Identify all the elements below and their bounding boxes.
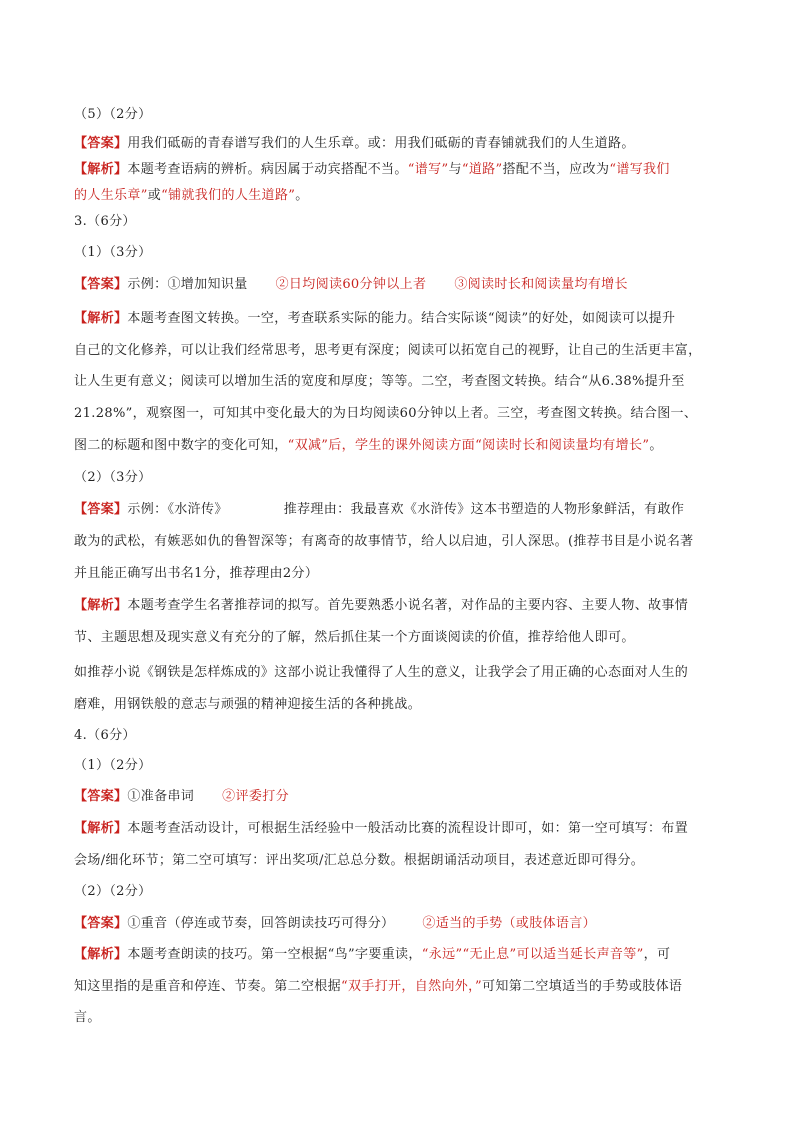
q3-analysis2-line-2: 节、主题思想及现实意义有充分的了解，然后抓住某一个方面谈阅读的价值，推荐给他人即可。 — [74, 630, 635, 645]
analysis-text: 搭配不当，应改为 — [502, 162, 610, 177]
answer-highlight: ②评委打分 — [222, 789, 289, 804]
analysis-tag: 【解析】 — [74, 162, 128, 177]
q3-analysis1-line-2: 自己的文化修养，可以让我们经常思考，思考更有深度；阅读可以拓宽自己的视野，让自己的生活更丰富， — [74, 343, 702, 358]
answer-highlight: ②日均阅读60分钟以上者 — [275, 277, 427, 292]
q3-answer2-line-3: 并且能正确写出书名1分，推荐理由2分） — [74, 566, 319, 581]
answer-highlight: ②适当的手势（或肢体语言） — [422, 916, 596, 931]
q4-analysis2-line-1 — [74, 946, 724, 963]
analysis-text: ，可 — [643, 947, 671, 962]
answer-text: ①重音（停连或节奏，回答朗读技巧可得分） — [127, 916, 395, 931]
analysis-text: 知这里指的是重音和停连、节奏。第二空根据 — [74, 979, 342, 994]
highlight-text: “谱写我们 — [609, 162, 670, 177]
highlight-text: “谱写” — [407, 162, 449, 177]
analysis-text: 本题考查朗读的技巧。第一空根据“鸟”字要重读， — [127, 947, 422, 962]
analysis-text: 本题考查学生名著推荐词的拟写。首先要熟悉小说名著，对作品的主要内容、主要人物、故事情 — [127, 598, 689, 613]
answer-text: ①准备串词 — [127, 789, 195, 804]
answer-tag: 【答案】 — [74, 916, 128, 931]
highlight-text: “道路” — [461, 162, 503, 177]
answer-text: 推荐理由：我最喜欢《水浒传》这本书塑造的人物形象鲜活，有敢作 — [283, 502, 685, 517]
q4-answer2-line — [74, 915, 724, 932]
q2-analysis-line-2 — [74, 187, 724, 204]
analysis-text: 。 — [295, 188, 309, 203]
q4-answer1-line — [74, 788, 724, 805]
q3-answer2-line-1 — [74, 501, 724, 518]
analysis-tag: 【解析】 — [74, 821, 128, 836]
analysis-text: 可知第二空填适当的手势或肢体语 — [482, 979, 683, 994]
q4-sub1-heading: （1）（2分） — [74, 758, 152, 773]
analysis-text: 图二的标题和图中数字的变化可知， — [74, 438, 288, 453]
q3-answer2-line-2: 敢为的武松，有嫉恶如仇的鲁智深等；有离奇的故事情节，给人以启迪，引人深思。(推荐书目是小说名著 — [74, 534, 694, 549]
q4-analysis2-line-3: 言。 — [74, 1010, 101, 1025]
analysis-text: 本题考查活动设计，可根据生活经验中一般活动比赛的流程设计即可，如：第一空可填写：布置 — [127, 821, 689, 836]
q3-heading: 3.（6分） — [74, 214, 136, 229]
highlight-text: “铺就我们的人生道路” — [161, 188, 296, 203]
analysis-tag: 【解析】 — [74, 598, 128, 613]
q4-sub2-heading: （2）（2分） — [74, 884, 152, 899]
answer-tag: 【答案】 — [74, 502, 128, 517]
answer-tag: 【答案】 — [74, 789, 128, 804]
answer-highlight: ③阅读时长和阅读量均有增长 — [454, 277, 628, 292]
analysis-text: 本题考查语病的辨析。病因属于动宾搭配不当。 — [127, 162, 408, 177]
analysis-tag: 【解析】 — [74, 311, 128, 326]
answer-text: 用我们砥砺的青春谱写我们的人生乐章。或：用我们砥砺的青春铺就我们的人生道路。 — [127, 136, 635, 151]
q2-analysis-line-1 — [74, 161, 724, 178]
answer-tag: 【答案】 — [74, 277, 128, 292]
q2-answer-line — [74, 135, 724, 152]
analysis-text: 。 — [649, 438, 663, 453]
q3-sub1-heading: （1）（3分） — [74, 245, 152, 260]
q3-analysis2-line-4: 磨难，用钢铁般的意志与顽强的精神迎接生活的各种挑战。 — [74, 697, 422, 712]
highlight-text: “双减”后，学生的课外阅读方面“阅读时长和阅读量均有增长” — [287, 438, 650, 453]
q3-sub2-heading: （2）（3分） — [74, 470, 152, 485]
analysis-tag: 【解析】 — [74, 947, 128, 962]
analysis-text: 或 — [147, 188, 162, 203]
q3-answer1-line — [74, 276, 724, 293]
answer-tag: 【答案】 — [74, 136, 128, 151]
highlight-text: 的人生乐章” — [74, 188, 148, 203]
highlight-text: “永远”“无止息”可以适当延长声音等” — [421, 947, 644, 962]
analysis-text: 与 — [448, 162, 462, 177]
q4-analysis1-line-1 — [74, 820, 724, 837]
q3-analysis1-line-5 — [74, 437, 724, 454]
q4-analysis2-line-2 — [74, 978, 724, 995]
q3-analysis1-line-1 — [74, 310, 724, 327]
q4-analysis1-line-2: 会场/细化环节；第二空可填写：评出奖项/汇总总分数。根据朗诵活动项目，表述意近即可得分。 — [74, 853, 645, 868]
q3-analysis1-line-3: 让人生更有意义；阅读可以增加生活的宽度和厚度；等等。二空，考查图文转换。结合“从6.38%提升至 — [74, 374, 685, 389]
q3-analysis1-line-4: 21.28%”，观察图一，可知其中变化最大的为日均阅读60分钟以上者。三空，考查图文转换。结合图一、 — [74, 406, 698, 421]
highlight-text: “双手打开，自然向外，” — [341, 979, 483, 994]
answer-text: 示例：《水浒传》 — [127, 502, 228, 517]
analysis-text: 本题考查图文转换。一空，考查联系实际的能力。结合实际谈“阅读”的好处，如阅读可以提升 — [127, 311, 676, 326]
q2-sub5-heading: （5）（2分） — [74, 107, 152, 122]
q4-heading: 4.（6分） — [74, 728, 136, 743]
q3-analysis2-line-1 — [74, 597, 724, 614]
answer-text: 示例：①增加知识量 — [127, 277, 248, 292]
q3-analysis2-line-3: 如推荐小说《钢铁是怎样炼成的》这部小说让我懂得了人生的意义，让我学会了用正确的心态面对人生的 — [74, 665, 689, 680]
